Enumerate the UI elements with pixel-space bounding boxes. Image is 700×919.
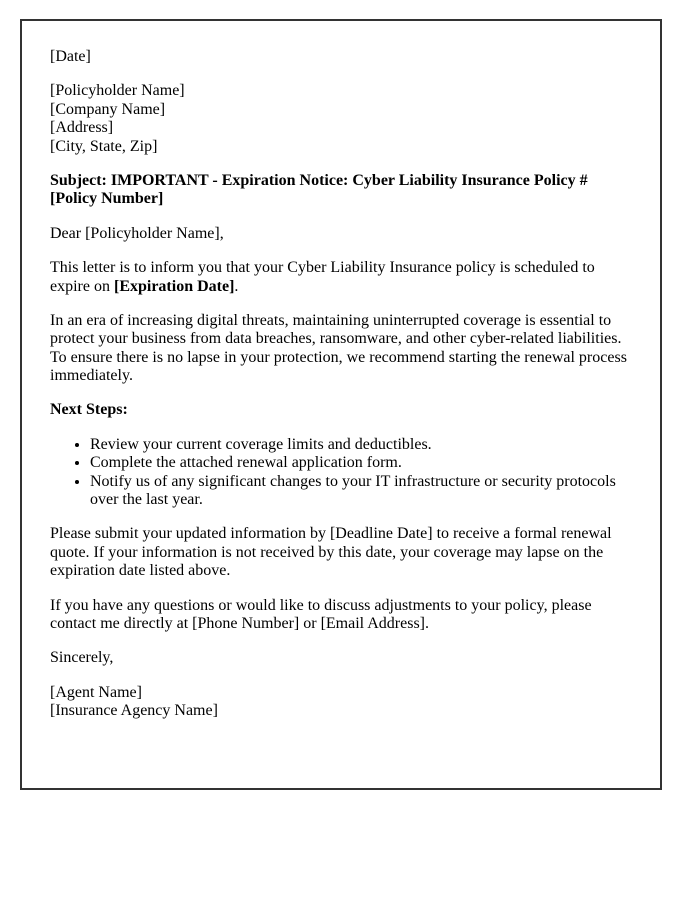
subject-line: Subject: IMPORTANT - Expiration Notice: Cyber Liability Insurance Policy # [Policy Number]: [50, 171, 588, 208]
next-steps-heading: Next Steps:: [50, 401, 128, 419]
expiration-text-after: .: [234, 277, 239, 295]
letter-document: [20, 19, 662, 790]
paragraph-deadline: Please submit your updated information by [Deadline Date] to receive a formal renewal quote. If your information is not received by this date, your coverage may lapse on the expiration date listed above.: [50, 525, 612, 580]
date-line: [Date]: [50, 48, 91, 65]
signature-line-agency: [Insurance Agency Name]: [50, 702, 218, 720]
recipient-block: [50, 82, 632, 156]
next-steps-item: • Review your current coverage limits and deductibles.: [90, 436, 632, 454]
next-steps-list: [50, 436, 632, 510]
expiration-date-placeholder: [Expiration Date]: [113, 277, 235, 295]
recipient-line-company: [Company Name]: [50, 100, 166, 118]
expiration-text-before: This letter is to inform you that your Cyber Liability Insurance policy is scheduled to expire on: [50, 259, 595, 295]
next-steps-item: • Notify us of any significant changes to your IT infrastructure or security protocols over the last year.: [90, 473, 632, 510]
recipient-line-address: [Address]: [50, 119, 114, 137]
signature-block: [50, 684, 632, 721]
next-steps-item: • Complete the attached renewal application form.: [90, 454, 632, 472]
paragraph-coverage: In an era of increasing digital threats, maintaining uninterrupted coverage is essential to protect your business from data breaches, ransomware, and other cyber-related liabilities. To ensure there is no lapse in your protection, we recommend starting the renewal process immediately.: [50, 311, 627, 385]
paragraph-contact: If you have any questions or would like to discuss adjustments to your policy, please contact me directly at [Phone Number] or [Email Address].: [50, 596, 592, 632]
closing: Sincerely,: [50, 649, 114, 667]
recipient-line-policyholder: [Policyholder Name]: [50, 82, 185, 100]
signature-line-agent: [Agent Name]: [50, 683, 142, 701]
paragraph-expiration: [50, 259, 632, 296]
recipient-line-city-state-zip: [City, State, Zip]: [50, 137, 158, 155]
salutation: Dear [Policyholder Name],: [50, 224, 224, 242]
